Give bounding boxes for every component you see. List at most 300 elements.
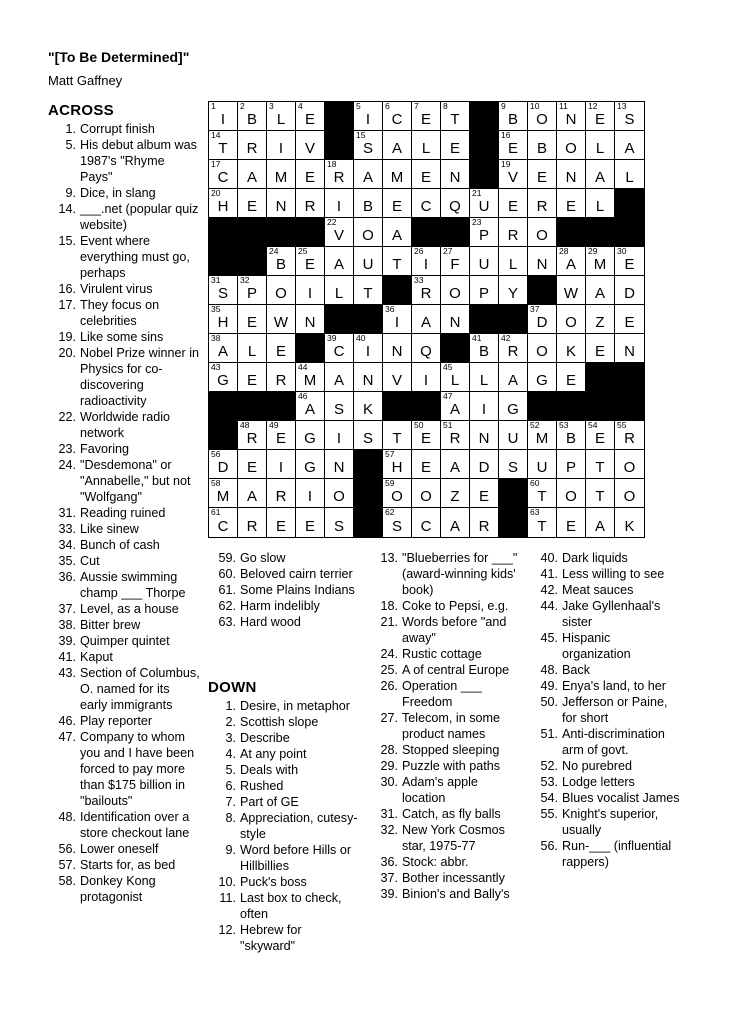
grid-cell[interactable] [267,421,296,450]
clue-text: Describe [240,731,290,745]
clue-text: Lower oneself [80,842,159,856]
grid-cell[interactable] [209,305,238,334]
grid-cell[interactable] [615,276,644,305]
grid-cell[interactable] [383,160,412,189]
grid-cell[interactable] [586,247,615,276]
grid-cell[interactable] [499,160,528,189]
grid-cell[interactable] [296,421,325,450]
grid-cell[interactable] [383,479,412,508]
grid-cell[interactable] [296,131,325,160]
grid-cell[interactable] [325,450,354,479]
grid-cell[interactable] [615,508,644,537]
grid-cell[interactable] [354,276,383,305]
clue-number: 34. [58,538,76,552]
grid-cell[interactable] [296,305,325,334]
grid-cell[interactable] [441,160,470,189]
grid-block [412,392,441,421]
grid-cell[interactable] [238,189,267,218]
grid-cell[interactable] [209,189,238,218]
clue-item [48,553,200,569]
clue-number: 60. [218,567,236,581]
grid-cell[interactable] [499,218,528,247]
clue-number: 5. [65,138,76,152]
grid-cell[interactable] [354,363,383,392]
cell-number: 25 [298,246,308,256]
grid-cell[interactable] [557,131,586,160]
grid-block [209,218,238,247]
grid-cell[interactable] [441,450,470,479]
cell-number: 6 [385,101,390,111]
grid-cell[interactable] [412,189,441,218]
grid-cell[interactable] [325,334,354,363]
cell-letter: E [594,111,605,128]
grid-cell[interactable] [586,189,615,218]
grid-cell[interactable] [470,334,499,363]
grid-cell[interactable] [296,160,325,189]
grid-cell[interactable] [441,276,470,305]
grid-cell[interactable] [412,450,441,479]
cell-letter: U [362,256,374,273]
grid-block [499,508,528,537]
clue-text: Aussie swimming champ ___ Thorpe [80,570,186,600]
grid-cell[interactable] [586,305,615,334]
grid-cell[interactable] [209,131,238,160]
clue-text: Quimper quintet [80,634,170,648]
clue-number: 12. [218,923,236,937]
grid-cell[interactable] [296,189,325,218]
grid-block [325,131,354,160]
grid-cell[interactable] [412,479,441,508]
clue-item [48,281,200,297]
grid-cell[interactable] [499,102,528,131]
grid-cell[interactable] [354,421,383,450]
grid-cell[interactable] [296,479,325,508]
grid-cell[interactable] [267,102,296,131]
grid-cell[interactable] [615,421,644,450]
grid-cell[interactable] [586,508,615,537]
grid-cell[interactable] [499,334,528,363]
cell-letter: A [594,169,605,186]
cell-number: 45 [443,362,453,372]
grid-cell[interactable] [296,247,325,276]
cell-letter: V [507,169,518,186]
grid-cell[interactable] [325,218,354,247]
grid-cell[interactable] [238,479,267,508]
grid-cell[interactable] [615,247,644,276]
grid-cell[interactable] [267,305,296,334]
grid-cell[interactable] [615,102,644,131]
grid-cell[interactable] [209,276,238,305]
grid-cell[interactable] [412,102,441,131]
grid-block [499,305,528,334]
clue-item [48,505,200,521]
grid-cell[interactable] [354,189,383,218]
grid-cell[interactable] [441,247,470,276]
grid-cell[interactable] [586,479,615,508]
clue-number: 58. [58,874,76,888]
grid-cell[interactable] [441,102,470,131]
clue-item [48,633,200,649]
grid-cell[interactable] [209,102,238,131]
grid-cell[interactable] [296,363,325,392]
cell-letter: L [595,140,605,157]
grid-cell[interactable] [441,421,470,450]
grid-cell[interactable] [267,508,296,537]
cell-letter: E [565,372,576,389]
grid-cell[interactable] [238,131,267,160]
clue-text: Dice, in slang [80,186,156,200]
grid-cell[interactable] [267,189,296,218]
grid-cell[interactable] [412,131,441,160]
grid-cell[interactable] [528,160,557,189]
grid-cell[interactable] [238,102,267,131]
cell-number: 41 [472,333,482,343]
grid-cell[interactable] [325,363,354,392]
clue-text: Enya's land, to her [562,679,666,693]
grid-cell[interactable] [557,305,586,334]
grid-cell[interactable] [528,218,557,247]
grid-cell[interactable] [586,421,615,450]
cell-letter: N [362,372,374,389]
clue-text: Stock: abbr. [402,855,469,869]
grid-cell[interactable] [354,247,383,276]
grid-cell[interactable] [557,160,586,189]
clue-number: 7. [225,795,236,809]
grid-cell[interactable] [383,131,412,160]
cell-number: 51 [443,420,453,430]
grid-cell[interactable] [209,479,238,508]
grid-cell[interactable] [470,450,499,479]
cell-letter: D [536,314,548,331]
grid-cell[interactable] [238,363,267,392]
grid-cell[interactable] [499,247,528,276]
grid-block [528,392,557,421]
clue-item [530,758,682,774]
cell-letter: R [420,285,432,302]
grid-cell[interactable] [354,160,383,189]
grid-cell[interactable] [528,305,557,334]
cell-letter: M [535,430,549,447]
grid-cell[interactable] [528,450,557,479]
cell-number: 44 [298,362,308,372]
grid-cell[interactable] [209,334,238,363]
grid-cell[interactable] [325,421,354,450]
grid-cell[interactable] [296,102,325,131]
grid-cell[interactable] [412,276,441,305]
grid-cell[interactable] [470,247,499,276]
cell-number: 4 [298,101,303,111]
grid-cell[interactable] [383,102,412,131]
clue-number: 1. [65,122,76,136]
grid-cell[interactable] [354,102,383,131]
cell-letter: A [507,372,518,389]
cell-number: 53 [559,420,569,430]
cell-letter: R [507,343,519,360]
clue-item [48,665,200,713]
grid-cell[interactable] [470,421,499,450]
grid-block [238,247,267,276]
grid-cell[interactable] [441,392,470,421]
grid-cell[interactable] [209,363,238,392]
grid-cell[interactable] [354,218,383,247]
cell-letter: M [303,372,317,389]
grid-cell[interactable] [557,508,586,537]
grid-cell[interactable] [441,189,470,218]
grid-cell[interactable] [499,276,528,305]
clue-text: Go slow [240,551,286,565]
grid-cell[interactable] [325,392,354,421]
across-clues-column [48,121,200,905]
grid-cell[interactable] [267,276,296,305]
grid-cell[interactable] [267,334,296,363]
cell-letter: C [420,518,432,535]
grid-cell[interactable] [267,160,296,189]
grid-cell[interactable] [325,508,354,537]
grid-cell[interactable] [209,508,238,537]
clue-text: Jake Gyllenhaal's sister [562,599,661,629]
grid-cell[interactable] [354,392,383,421]
clue-number: 25. [380,663,398,677]
grid-cell[interactable] [267,131,296,160]
grid-block [238,392,267,421]
clue-number: 45. [540,631,558,645]
cell-letter: M [216,488,230,505]
grid-cell[interactable] [615,160,644,189]
clue-text: At any point [240,747,307,761]
clue-number: 9. [225,843,236,857]
grid-cell[interactable] [383,421,412,450]
clue-number: 57. [58,858,76,872]
cell-letter: S [362,140,373,157]
cell-letter: A [304,401,315,418]
grid-cell[interactable] [528,508,557,537]
cell-letter: E [478,488,489,505]
cell-letter: R [507,227,519,244]
clue-item [370,646,522,662]
cell-letter: T [537,488,547,505]
cell-letter: N [624,343,635,360]
grid-cell[interactable] [586,450,615,479]
clue-text: Rushed [240,779,284,793]
grid-cell[interactable] [383,508,412,537]
grid-cell[interactable] [383,189,412,218]
grid-cell[interactable] [354,131,383,160]
grid-cell[interactable] [383,450,412,479]
grid-cell[interactable] [412,508,441,537]
grid-cell[interactable] [383,218,412,247]
grid-block [470,102,499,131]
clue-number: 24. [380,647,398,661]
cell-number: 11 [559,101,568,111]
clue-text: Section of Columbus, O. named for its early immigrants [80,666,200,712]
grid-cell[interactable] [412,363,441,392]
grid-cell[interactable] [470,392,499,421]
grid-cell[interactable] [470,363,499,392]
grid-cell[interactable] [557,189,586,218]
grid-cell[interactable] [441,305,470,334]
cell-number: 22 [327,217,337,227]
clue-text: Level, as a house [80,602,179,616]
clue-number: 27. [380,711,398,725]
grid-cell[interactable] [412,421,441,450]
cell-letter: M [593,256,607,273]
grid-cell[interactable] [615,334,644,363]
cell-letter: K [624,518,635,535]
grid-cell[interactable] [441,508,470,537]
clue-number: 56. [58,842,76,856]
grid-cell[interactable] [325,276,354,305]
grid-cell[interactable] [557,334,586,363]
cell-letter: A [246,488,257,505]
grid-cell[interactable] [586,276,615,305]
clue-item [530,550,682,566]
clue-item [48,537,200,553]
cell-letter: R [246,140,258,157]
grid-cell[interactable] [441,131,470,160]
grid-cell[interactable] [557,102,586,131]
cell-letter: B [246,111,257,128]
cell-letter: O [420,488,432,505]
cell-number: 9 [501,101,506,111]
clue-item [48,521,200,537]
grid-cell[interactable] [528,334,557,363]
cell-number: 49 [269,420,279,430]
clue-item [208,746,360,762]
grid-cell[interactable] [441,363,470,392]
grid-cell[interactable] [238,305,267,334]
clue-item [370,822,522,854]
grid-cell[interactable] [528,102,557,131]
grid-cell[interactable] [499,131,528,160]
grid-cell[interactable] [238,276,267,305]
clue-item [48,185,200,201]
grid-cell[interactable] [586,102,615,131]
grid-cell[interactable] [325,247,354,276]
clue-item [208,598,358,614]
grid-cell[interactable] [586,334,615,363]
grid-cell[interactable] [557,450,586,479]
grid-cell[interactable] [586,131,615,160]
grid-cell[interactable] [325,479,354,508]
grid-cell[interactable] [267,247,296,276]
grid-cell[interactable] [615,305,644,334]
grid-cell[interactable] [528,189,557,218]
cell-number: 40 [356,333,366,343]
grid-cell[interactable] [267,479,296,508]
cell-letter: N [275,198,287,215]
grid-cell[interactable] [325,160,354,189]
cell-letter: E [624,314,635,331]
grid-cell[interactable] [412,305,441,334]
grid-cell[interactable] [470,508,499,537]
grid-cell[interactable] [412,160,441,189]
grid-cell[interactable] [238,334,267,363]
cell-letter: R [246,430,258,447]
grid-cell[interactable] [499,421,528,450]
grid-cell[interactable] [354,334,383,363]
grid-cell[interactable] [267,363,296,392]
grid-cell[interactable] [615,131,644,160]
cell-letter: E [594,343,605,360]
cell-letter: S [333,401,344,418]
clue-text: Dark liquids [562,551,628,565]
cell-number: 30 [617,246,627,256]
grid-cell[interactable] [528,363,557,392]
grid-cell[interactable] [557,479,586,508]
grid-cell[interactable] [296,450,325,479]
cell-letter: N [449,169,461,186]
grid-cell[interactable] [238,160,267,189]
cell-letter: L [595,198,605,215]
clue-number: 20. [58,346,76,360]
clue-number: 51. [540,727,558,741]
grid-cell[interactable] [296,392,325,421]
grid-cell[interactable] [296,508,325,537]
cell-number: 10 [530,101,540,111]
clue-item [48,329,200,345]
cell-letter: R [536,198,548,215]
grid-cell[interactable] [325,189,354,218]
grid-cell[interactable] [383,334,412,363]
cell-letter: R [449,430,461,447]
clue-item [370,742,522,758]
cell-number: 13 [617,101,627,111]
grid-cell[interactable] [412,247,441,276]
grid-cell[interactable] [470,276,499,305]
grid-cell[interactable] [470,218,499,247]
grid-cell[interactable] [557,421,586,450]
grid-cell[interactable] [412,334,441,363]
grid-cell[interactable] [586,160,615,189]
grid-cell[interactable] [383,305,412,334]
grid-cell[interactable] [209,450,238,479]
grid-cell[interactable] [528,247,557,276]
cell-number: 21 [472,188,482,198]
grid-cell[interactable] [296,276,325,305]
cell-letter: K [362,401,373,418]
cell-letter: I [394,314,400,331]
grid-cell[interactable] [528,421,557,450]
grid-cell[interactable] [557,363,586,392]
grid-cell[interactable] [528,131,557,160]
grid-cell[interactable] [441,479,470,508]
grid-cell[interactable] [557,276,586,305]
grid-cell[interactable] [267,450,296,479]
cell-letter: R [246,518,258,535]
grid-cell[interactable] [238,450,267,479]
grid-cell[interactable] [499,450,528,479]
grid-cell[interactable] [383,363,412,392]
grid-cell[interactable] [499,363,528,392]
grid-cell[interactable] [209,160,238,189]
clue-item [48,457,200,505]
grid-cell[interactable] [499,392,528,421]
clue-item [208,922,360,954]
grid-cell[interactable] [499,189,528,218]
grid-cell[interactable] [470,479,499,508]
grid-cell[interactable] [615,479,644,508]
grid-cell[interactable] [383,247,412,276]
grid-cell[interactable] [238,508,267,537]
grid-cell[interactable] [528,479,557,508]
clue-item [48,713,200,729]
grid-cell[interactable] [238,421,267,450]
grid-cell[interactable] [557,247,586,276]
clue-text: Word before Hills or Hillbillies [240,843,352,873]
cell-letter: G [536,372,548,389]
grid-cell[interactable] [615,450,644,479]
grid-cell[interactable] [470,189,499,218]
